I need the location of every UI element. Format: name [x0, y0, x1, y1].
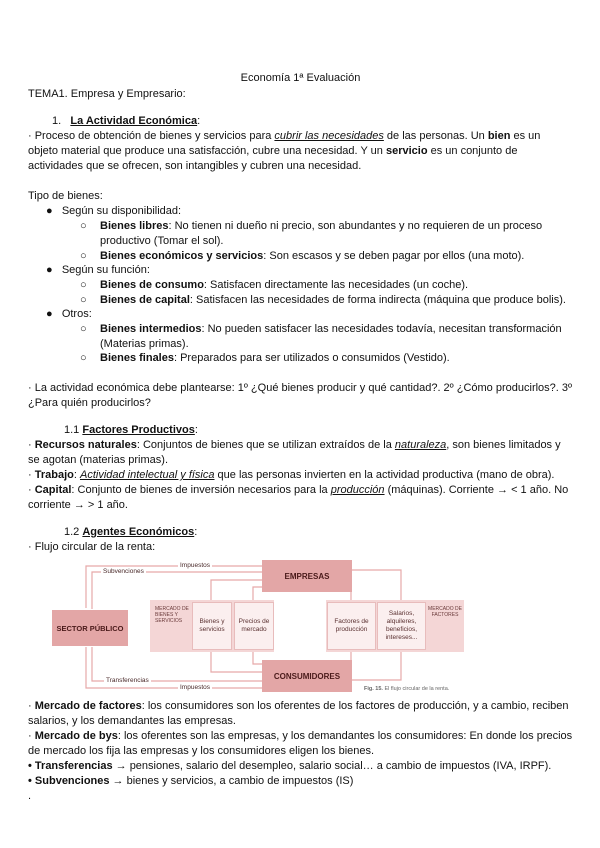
labor-item: · Trabajo: Actividad intelectual y física que las personas invierten en la actividad productiva (mano de obra). [28, 469, 555, 481]
circular-flow-label: · Flujo circular de la renta: [28, 541, 156, 553]
consumidores-box: CONSUMIDORES [262, 660, 352, 692]
empresas-box: EMPRESAS [262, 560, 352, 592]
prices-box: Precios de mercado [234, 602, 274, 650]
group-availability: ● Según su disponibilidad: [46, 205, 182, 217]
impuestos-top-label: Impuestos [180, 562, 210, 569]
figure-caption: Fig. 15. El flujo circular de la renta. [364, 686, 450, 692]
list-item: ○ Bienes intermedios: No pueden satisfacer las necesidades todavía, necesitan transformación (Materias primas). [80, 323, 562, 350]
questions-paragraph: · La actividad económica debe plantearse: 1º ¿Qué bienes producir y qué cantidad?. 2º ¿Cómo producirlos?. 3º ¿Para quién producirlos? [28, 382, 573, 409]
section-1-heading: 1. La Actividad Económica: [52, 115, 201, 127]
impuestos-bottom-label: Impuestos [180, 684, 210, 691]
subvenciones-label: Subvenciones [103, 568, 144, 575]
sector-publico-box: SECTOR PÚBLICO [52, 610, 128, 646]
list-item: ○ Bienes de capital: Satisfacen las necesidades de forma indirecta (máquina que produce bolis). [80, 294, 566, 306]
goods-box: Bienes y servicios [192, 602, 232, 650]
section-1-1-heading: 1.1 Factores Productivos: [64, 424, 198, 436]
list-item: ○ Bienes económicos y servicios: Son escasos y se deben pagar por ellos (una moto). [80, 250, 525, 262]
natural-resources-item: · Recursos naturales: Conjuntos de bienes que se utilizan extraídos de la naturaleza, son bienes limitados y se agotan (materias primas). [28, 439, 561, 466]
types-label: Tipo de bienes: [28, 190, 103, 202]
goods-market-label: MERCADO DE BIENES Y SERVICIOS [155, 606, 189, 624]
document-title: Economía 1ª Evaluación [240, 72, 361, 84]
section-1-2-heading: 1.2 Agentes Económicos: [64, 526, 198, 538]
list-item: ○ Bienes finales: Preparados para ser utilizados o consumidos (Vestido). [80, 352, 450, 364]
subsidies-text: • Subvenciones → bienes y servicios, a cambio de impuestos (IS) [28, 775, 354, 787]
list-item: ○ Bienes de consumo: Satisfacen directamente las necesidades (un coche). [80, 279, 469, 291]
salaries-box: Salarios, alquileres, beneficios, intereses... [377, 602, 426, 650]
capital-item: · Capital: Conjunto de bienes de inversión necesarios para la producción (máquinas). Corriente → < 1 año. No corriente → > 1 año. [28, 484, 569, 511]
production-factors-box: Factores de producción [327, 602, 376, 650]
group-function: ● Según su función: [46, 264, 150, 276]
list-item: ○ Bienes libres: No tienen ni dueño ni precio, son abundantes y no requieren de un proceso productivo (Tomar el sol). [80, 220, 543, 247]
transferencias-label: Transferencias [106, 677, 149, 684]
transfers-text: • Transferencias → pensiones, salario del desempleo, salario social… a cambio de impuestos (IVA, IRPF). [28, 760, 552, 772]
topic-title: TEMA1. Empresa y Empresario: [28, 88, 186, 100]
goods-market-text: · Mercado de bys: los oferentes son las empresas, y los demandantes los consumidores: En donde los precios de mercado los fija las empresas y los consumidores eligen los bienes. [28, 730, 573, 757]
factor-market-label: MERCADO DE FACTORES [428, 606, 462, 618]
factor-market-text: · Mercado de factores: los consumidores son los oferentes de los factores de producción, y a cambio, reciben salarios, y los demandantes las empresas. [28, 700, 569, 727]
group-others: ● Otros: [46, 308, 92, 320]
definition-paragraph: · Proceso de obtención de bienes y servicios para cubrir las necesidades de las personas. Un bien es un objeto material que produce una satisfacción, cubre una necesidad. Y un servicio es un conjunto de actividades que se ofrecen, son intangibles y cubren una necesidad. [28, 130, 541, 172]
trailing-dot: . [28, 790, 32, 802]
